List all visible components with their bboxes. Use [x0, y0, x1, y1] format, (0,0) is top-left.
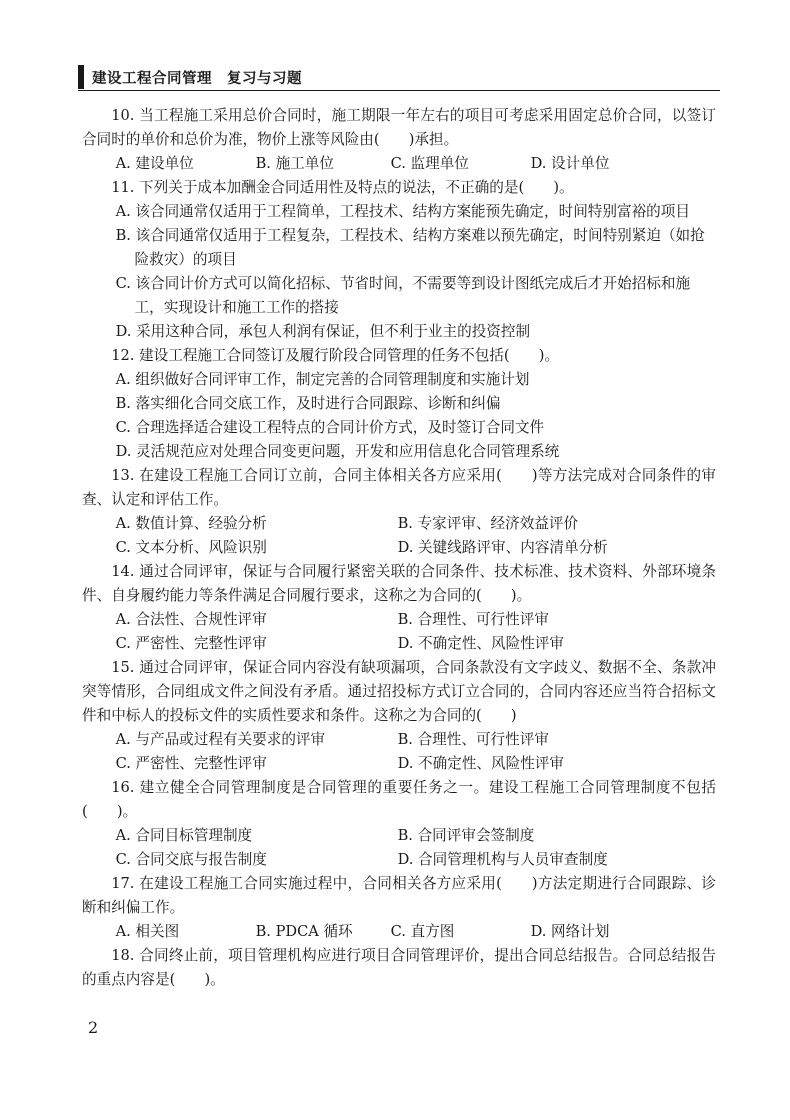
- question-15-option-a: A. 与产品或过程有关要求的评审: [115, 731, 326, 748]
- running-header: [78, 64, 720, 91]
- question-12-option-b: B. 落实细化合同交底工作，及时进行合同跟踪、诊断和纠偏: [115, 395, 501, 412]
- question-17-option-d: D. 网络计划: [530, 923, 610, 940]
- question-13-options-row-2: [82, 536, 716, 560]
- question-10-option-d: D. 设计单位: [530, 155, 610, 172]
- question-15-stem: 15. 通过合同评审，保证合同内容没有缺项漏项，合同条款没有文字歧义、数据不全、条款冲突等情形，合同组成文件之间没有矛盾。通过招投标方式订立合同的，合同内容还应当符合招标文件和中标人的投标文件的实质性要求和条件。这称之为合同的( ): [82, 659, 716, 724]
- question-10-option-c: C. 监理单位: [390, 155, 469, 172]
- question-17-options: [82, 920, 716, 944]
- header-bar-decoration: [78, 65, 84, 89]
- question-16-options-row-1: [82, 824, 716, 848]
- question-18-stem: 18. 合同终止前，项目管理机构应进行项目合同管理评价，提出合同总结报告。合同总结报告的重点内容是( )。: [82, 947, 716, 988]
- question-15-option-d: D. 不确定性、风险性评审: [397, 755, 564, 772]
- question-14-options-row-2: [82, 632, 716, 656]
- question-12-option-c: C. 合理选择适合建设工程特点的合同计价方式，及时签订合同文件: [115, 419, 545, 436]
- question-16-stem: 16. 建立健全合同管理制度是合同管理的重要任务之一。建设工程施工合同管理制度不包括( )。: [82, 779, 716, 820]
- question-10-option-a: A. 建设单位: [115, 155, 194, 172]
- question-11-stem: 11. 下列关于成本加酬金合同适用性及特点的说法，不正确的是( )。: [111, 179, 574, 196]
- question-15-options-row-1: [82, 728, 716, 752]
- question-14-option-a: A. 合法性、合规性评审: [115, 611, 267, 628]
- question-12-stem: 12. 建设工程施工合同签订及履行阶段合同管理的任务不包括( )。: [111, 347, 560, 364]
- question-16-option-c: C. 合同交底与报告制度: [115, 851, 267, 868]
- question-15-option-b: B. 合理性、可行性评审: [397, 731, 549, 748]
- question-11-option-b: B. 该合同通常仅适用于工程复杂，工程技术、结构方案难以预先确定，时间特别紧迫（如抢险救灾）的项目: [115, 227, 705, 268]
- question-10-stem: 10. 当工程施工采用总价合同时，施工期限一年左右的项目可考虑采用固定总价合同，以签订合同时的单价和总价为准，物价上涨等风险由( )承担。: [82, 107, 716, 148]
- question-17-option-b: B. PDCA 循环: [255, 923, 353, 940]
- question-13-options-row-1: [82, 512, 716, 536]
- question-16-options-row-2: [82, 848, 716, 872]
- question-12-option-d: D. 灵活规范应对处理合同变更问题，开发和应用信息化合同管理系统: [115, 443, 560, 460]
- question-16-option-d: D. 合同管理机构与人员审查制度: [397, 851, 608, 868]
- question-11-option-d: D. 采用这种合同，承包人利润有保证，但不利于业主的投资控制: [115, 323, 531, 340]
- page-number: 2: [88, 1018, 99, 1037]
- question-13-option-d: D. 关键线路评审、内容清单分析: [397, 539, 608, 556]
- header-title: 建设工程合同管理 复习与习题: [92, 71, 302, 87]
- question-12-option-a: A. 组织做好合同评审工作，制定完善的合同管理制度和实施计划: [115, 371, 530, 388]
- question-10-options: [82, 152, 716, 176]
- question-11-option-c: C. 该合同计价方式可以简化招标、节省时间，不需要等到设计图纸完成后才开始招标和施工，实现设计和施工工作的搭接: [115, 275, 691, 316]
- question-13-option-c: C. 文本分析、风险识别: [115, 539, 267, 556]
- question-15-options-row-2: [82, 752, 716, 776]
- question-14-stem: 14. 通过合同评审，保证与合同履行紧密关联的合同条件、技术标准、技术资料、外部环境条件、自身履约能力等条件满足合同履行要求，这称之为合同的( )。: [82, 563, 716, 604]
- question-14-option-c: C. 严密性、完整性评审: [115, 635, 267, 652]
- question-17-option-c: C. 直方图: [390, 923, 455, 940]
- question-list: [82, 104, 716, 992]
- question-13-option-b: B. 专家评审、经济效益评价: [397, 515, 579, 532]
- question-11-option-a: A. 该合同通常仅适用于工程简单，工程技术、结构方案能预先确定，时间特别富裕的项目: [115, 203, 690, 220]
- question-14-option-d: D. 不确定性、风险性评审: [397, 635, 564, 652]
- question-13-option-a: A. 数值计算、经验分析: [115, 515, 267, 532]
- question-10-option-b: B. 施工单位: [255, 155, 334, 172]
- question-16-option-b: B. 合同评审会签制度: [397, 827, 535, 844]
- question-13-stem: 13. 在建设工程施工合同订立前，合同主体相关各方应采用( )等方法完成对合同条件的审查、认定和评估工作。: [82, 467, 716, 508]
- question-17-stem: 17. 在建设工程施工合同实施过程中，合同相关各方应采用( )方法定期进行合同跟踪、诊断和纠偏工作。: [82, 875, 716, 916]
- question-15-option-c: C. 严密性、完整性评审: [115, 755, 267, 772]
- question-14-option-b: B. 合理性、可行性评审: [397, 611, 549, 628]
- question-17-option-a: A. 相关图: [115, 923, 180, 940]
- question-16-option-a: A. 合同目标管理制度: [115, 827, 253, 844]
- question-14-options-row-1: [82, 608, 716, 632]
